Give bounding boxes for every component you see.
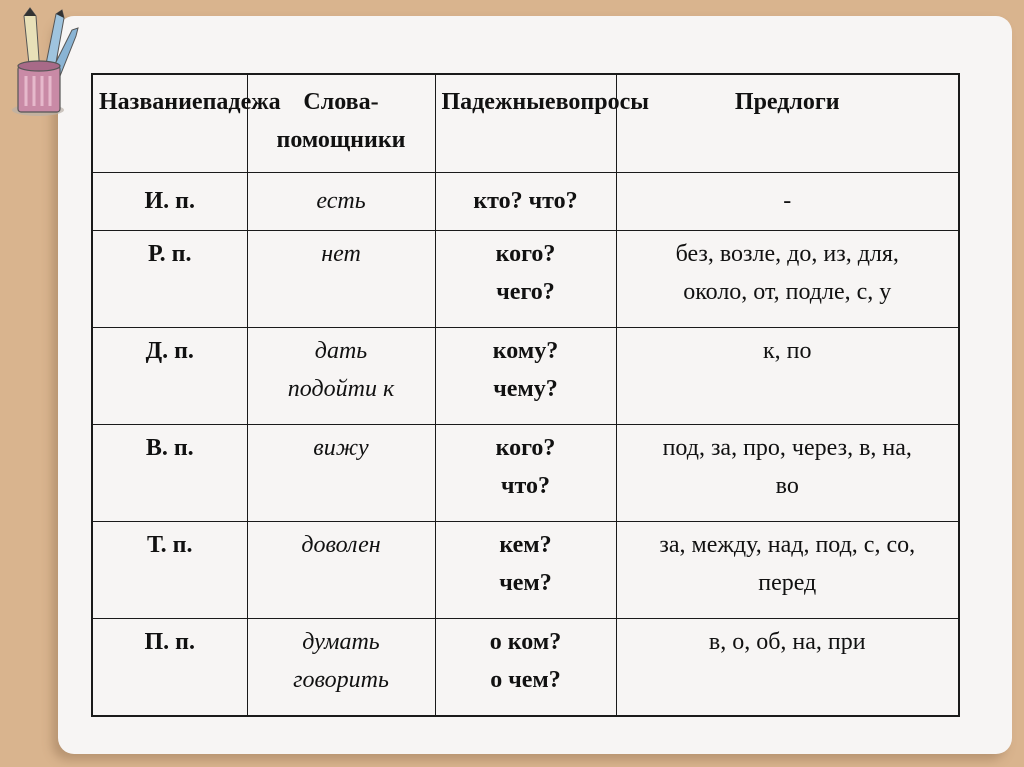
helper-cell: вижу (247, 424, 435, 521)
table-row (92, 230, 959, 327)
table-row (92, 619, 959, 716)
case-cell: И. п. (92, 172, 247, 230)
helper-cell: есть (247, 172, 435, 230)
question-cell: о ком? о чем? (435, 619, 616, 716)
question-cell: кого? что? (435, 424, 616, 521)
case-cell: Д. п. (92, 327, 247, 424)
case-cell: Т. п. (92, 522, 247, 619)
helper-cell: дать подойти к (247, 327, 435, 424)
table-row (92, 327, 959, 424)
question-cell: кто? что? (435, 172, 616, 230)
preposition-cell: под, за, про, через, в, на, во (616, 424, 959, 521)
question-cell: кому? чему? (435, 327, 616, 424)
preposition-cell: в, о, об, на, при (616, 619, 959, 716)
preposition-cell: за, между, над, под, с, со, перед (616, 522, 959, 619)
case-cell: Р. п. (92, 230, 247, 327)
header-case-name: Названиепадежа (92, 74, 247, 172)
header-case-questions: Падежныевопросы (435, 74, 616, 172)
table-row (92, 424, 959, 521)
question-cell: кем? чем? (435, 522, 616, 619)
case-cell: П. п. (92, 619, 247, 716)
table-row (92, 172, 959, 230)
case-cell: В. п. (92, 424, 247, 521)
helper-cell: доволен (247, 522, 435, 619)
preposition-cell: без, возле, до, из, для, около, от, подле, с, у (616, 230, 959, 327)
question-cell: кого? чего? (435, 230, 616, 327)
helper-cell: думать говорить (247, 619, 435, 716)
pencil-cup-icon (4, 4, 86, 122)
cases-table (91, 73, 960, 717)
preposition-cell: к, по (616, 327, 959, 424)
header-helper-words: Слова-помощники (247, 74, 435, 172)
table-row (92, 522, 959, 619)
preposition-cell: - (616, 172, 959, 230)
helper-cell: нет (247, 230, 435, 327)
table-header-row (92, 74, 959, 172)
header-prepositions: Предлоги (616, 74, 959, 172)
